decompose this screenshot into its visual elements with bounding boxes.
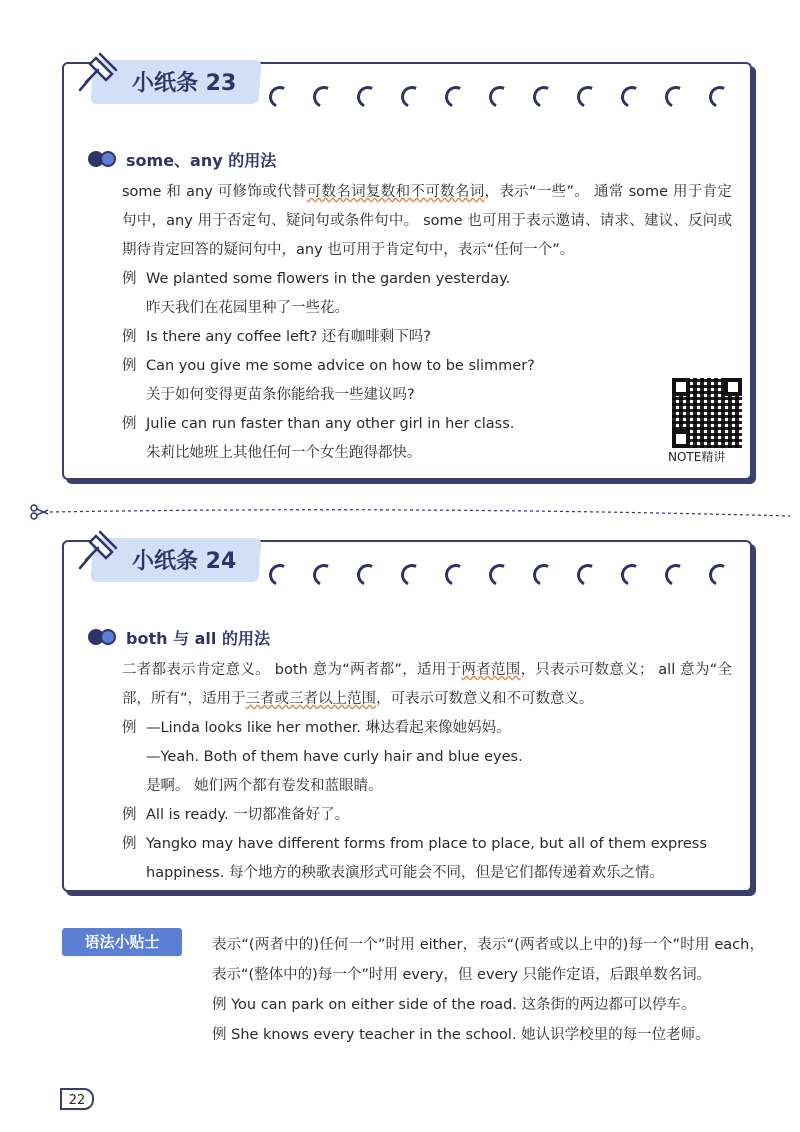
card-title: 小纸条 23 (132, 71, 237, 96)
tips-example-1: 例 You can park on either side of the road. 这条街的两边都可以停车。 (212, 997, 696, 1013)
note-card-24 (62, 540, 752, 892)
section-heading: some、any 的用法 (88, 148, 276, 171)
card-title: 小纸条 24 (132, 549, 237, 574)
card-tab (74, 526, 264, 596)
grammar-tips (212, 930, 764, 1050)
explanation-paragraph: some 和 any 可修饰或代替可数名词复数和不可数名词，表示“一些”。 通常 some 用于肯定句中，any 用于否定句、疑问句或条件句中。 some 也可用于表示邀请、请求、建议、反问或期待肯定回答的疑问句中，any 也可用于肯定句中，表示“任何一个”。 (122, 184, 732, 258)
qr-label: NOTE精讲 (668, 450, 726, 464)
bullet-icon (88, 629, 122, 647)
highlight: 两者范围 (461, 662, 521, 678)
qr-code-icon[interactable] (672, 378, 742, 448)
scissors-icon (31, 505, 48, 519)
pushpin-icon (72, 48, 128, 104)
example-2: 例 Is there any coffee left? 还有咖啡剩下吗? (122, 329, 431, 345)
example-4: 例 Julie can run faster than any other girl in her class. 朱莉比她班上其他任何一个女生跑得都快。 (122, 416, 515, 461)
highlight: 三者或三者以上范围 (245, 691, 377, 707)
page-number: 22 (60, 1088, 94, 1110)
example-3: 例 Can you give me some advice on how to be slimmer? 关于如何变得更苗条你能给我一些建议吗? (122, 358, 535, 403)
tips-example-2: 例 She knows every teacher in the school. 她认识学校里的每一位老师。 (212, 1027, 710, 1043)
grammar-tips-tag: 语法小贴士 (62, 928, 182, 956)
highlight: 可数名词复数和不可数名词 (306, 184, 485, 200)
example-1: 例 —Linda looks like her mother. 琳达看起来像她妈妈。 —Yeah. Both of them have curly hair and blue eyes. 是啊。 她们两个都有卷发和蓝眼睛。 (122, 720, 523, 794)
card-tab (74, 48, 264, 118)
example-2: 例 All is ready. 一切都准备好了。 (122, 807, 350, 823)
bullet-icon (88, 151, 122, 169)
tips-text: 表示“(两者中的)任何一个”时用 either，表示“(两者或以上中的)每一个”时用 each，表示“(整体中的)每一个”时用 every，但 every 只能作定语，后跟单数名词。 (212, 937, 764, 983)
explanation-paragraph: 二者都表示肯定意义。 both 意为“两者都”，适用于两者范围，只表示可数意义； all 意为“全部，所有”，适用于三者或三者以上范围，可表示可数意义和不可数意义。 (122, 662, 733, 707)
note-card-23 (62, 62, 752, 480)
example-3: 例 Yangko may have different forms from place to place, but all of them express happiness. 每个地方的秧歌表演形式可能会不同，但是它们都传递着欢乐之情。 (122, 836, 707, 881)
pushpin-icon (72, 526, 128, 582)
binder-rings (269, 86, 739, 116)
section-heading: both 与 all 的用法 (88, 626, 270, 649)
binder-rings (269, 564, 739, 594)
example-1: 例 We planted some flowers in the garden yesterday. 昨天我们在花园里种了一些花。 (122, 271, 511, 316)
cut-line (30, 502, 790, 522)
